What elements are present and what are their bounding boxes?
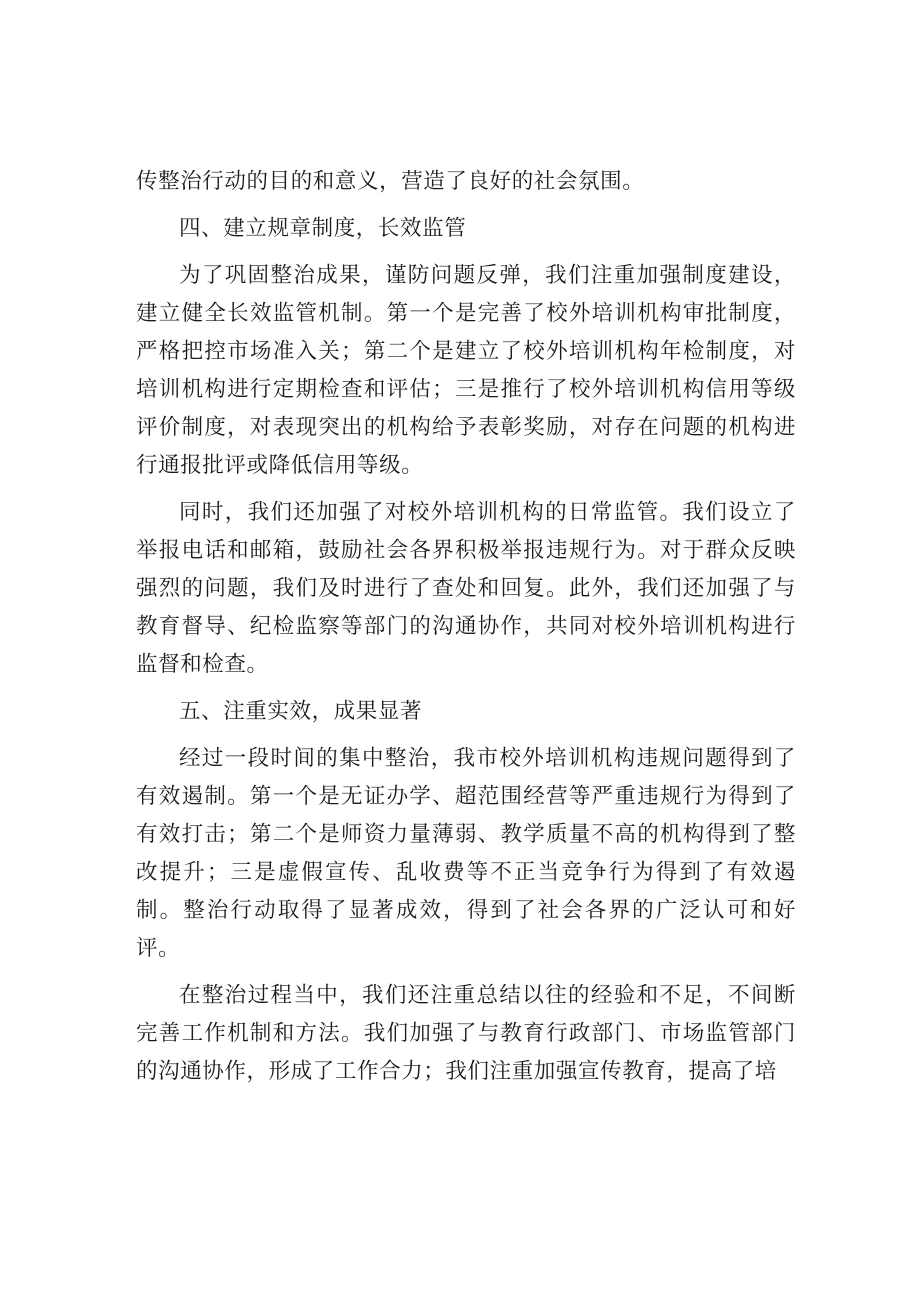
section-heading-5: 五、注重实效，成果显著 (179, 699, 423, 724)
paragraph: 在整治过程当中，我们还注重总结以往的经验和不足，不间断完善工作机制和方法。我们加强了与教育行政部门、市场监管部门的沟通协作，形成了工作合力；我们注重加强宣传教育，提高了培 (136, 983, 796, 1084)
paragraph: 同时，我们还加强了对校外培训机构的日常监管。我们设立了举报电话和邮箱，鼓励社会各界积极举报违规行为。对于群众反映强烈的问题，我们及时进行了查处和回复。此外，我们还加强了与教育督导、纪检监察等部门的沟通协作，共同对校外培训机构进行监督和检查。 (136, 500, 796, 677)
section-heading-4: 四、建立规章制度，长效监管 (179, 216, 467, 241)
document-body (136, 163, 796, 1100)
paragraph-continuation: 传整治行动的目的和意义，营造了良好的社会氛围。 (136, 169, 645, 194)
paragraph: 为了巩固整治成果，谨防问题反弹，我们注重加强制度建设，建立健全长效监管机制。第一个是完善了校外培训机构审批制度，严格把控市场准入关；第二个是建立了校外培训机构年检制度，对培训机构进行定期检查和评估；三是推行了校外培训机构信用等级评价制度，对表现突出的机构给予表彰奖励，对存在问题的机构进行通报批评或降低信用等级。 (136, 263, 796, 478)
paragraph: 经过一段时间的集中整治，我市校外培训机构违规问题得到了有效遏制。第一个是无证办学、超范围经营等严重违规行为得到了有效打击；第二个是师资力量薄弱、教学质量不高的机构得到了整改提升；三是虚假宣传、乱收费等不正当竞争行为得到了有效遏制。整治行动取得了显著成效，得到了社会各界的广泛认可和好评。 (136, 746, 796, 961)
